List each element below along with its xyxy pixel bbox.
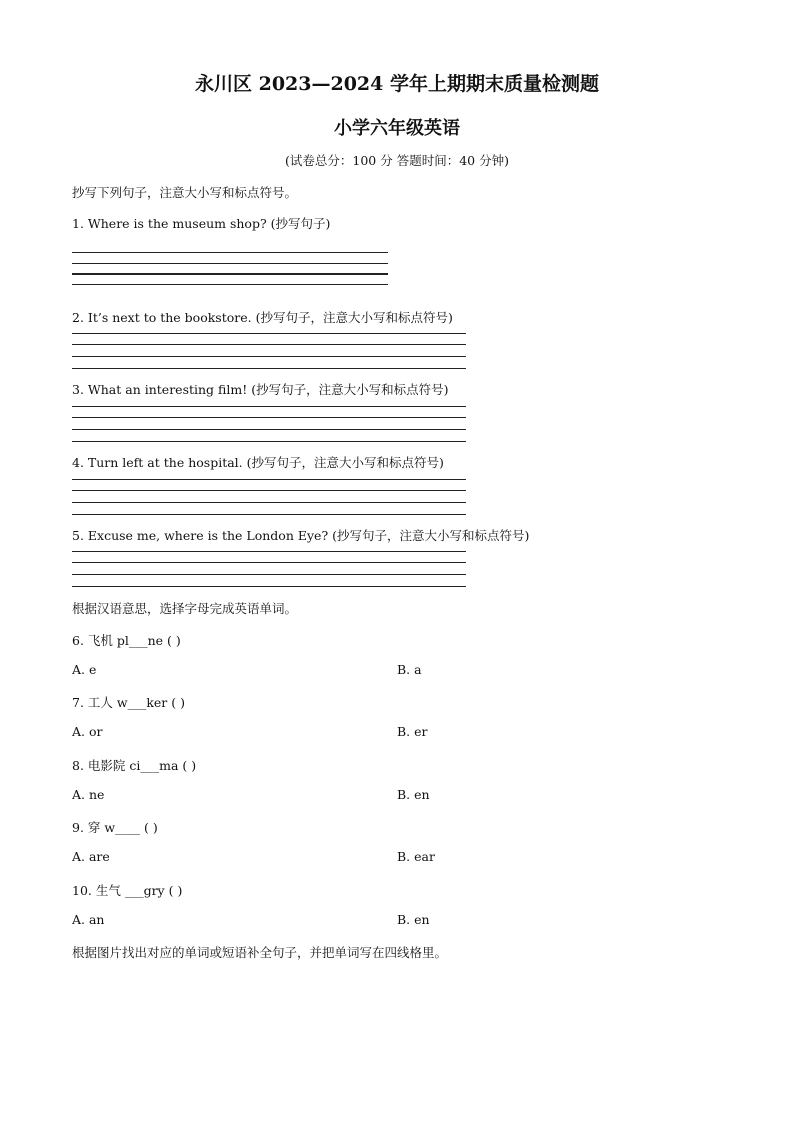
section3-instruction: 根据图片找出对应的单词或短语补全句子，并把单词写在四线格里。 xyxy=(72,945,448,960)
four-line-grid-3[interactable] xyxy=(72,406,466,444)
question-9-option-b[interactable]: B. ear xyxy=(397,849,435,864)
question-9-option-a[interactable]: A. are xyxy=(72,849,110,864)
exam-title: 永川区 2023—2024 学年上期期末质量检测题 xyxy=(195,73,599,95)
question-10-option-b[interactable]: B. en xyxy=(397,912,430,927)
four-line-grid-1[interactable] xyxy=(72,252,388,290)
four-line-grid-2[interactable] xyxy=(72,333,466,371)
question-7-option-a[interactable]: A. or xyxy=(72,724,103,739)
question-7: 7. 工人 w___ker ( ) xyxy=(72,695,185,710)
question-4: 4. Turn left at the hospital. (抄写句子，注意大小写和标点符号) xyxy=(72,455,444,470)
question-7-option-b[interactable]: B. er xyxy=(397,724,428,739)
question-2: 2. It’s next to the bookstore. (抄写句子，注意大小写和标点符号) xyxy=(72,310,453,325)
section2-instruction: 根据汉语意思，选择字母完成英语单词。 xyxy=(72,601,298,616)
question-3: 3. What an interesting film! (抄写句子，注意大小写和标点符号) xyxy=(72,382,449,397)
four-line-grid-5[interactable] xyxy=(72,551,466,589)
exam-subtitle: 小学六年级英语 xyxy=(334,118,460,139)
question-8: 8. 电影院 ci___ma ( ) xyxy=(72,758,197,773)
question-1: 1. Where is the museum shop? (抄写句子) xyxy=(72,216,331,231)
question-8-option-b[interactable]: B. en xyxy=(397,787,430,802)
question-6-option-b[interactable]: B. a xyxy=(397,662,422,677)
question-6-option-a[interactable]: A. e xyxy=(72,662,97,677)
section1-instruction: 抄写下列句子，注意大小写和标点符号。 xyxy=(72,185,298,200)
four-line-grid-4[interactable] xyxy=(72,479,466,517)
question-10-option-a[interactable]: A. an xyxy=(72,912,105,927)
question-10: 10. 生气 ___gry ( ) xyxy=(72,883,183,898)
question-5: 5. Excuse me, where is the London Eye? (抄写句子，注意大小写和标点符号) xyxy=(72,528,530,543)
question-8-option-a[interactable]: A. ne xyxy=(72,787,105,802)
question-6: 6. 飞机 pl___ne ( ) xyxy=(72,633,181,648)
exam-info: (试卷总分：100 分 答题时间：40 分钟) xyxy=(285,153,509,168)
question-9: 9. 穿 w____ ( ) xyxy=(72,820,158,835)
